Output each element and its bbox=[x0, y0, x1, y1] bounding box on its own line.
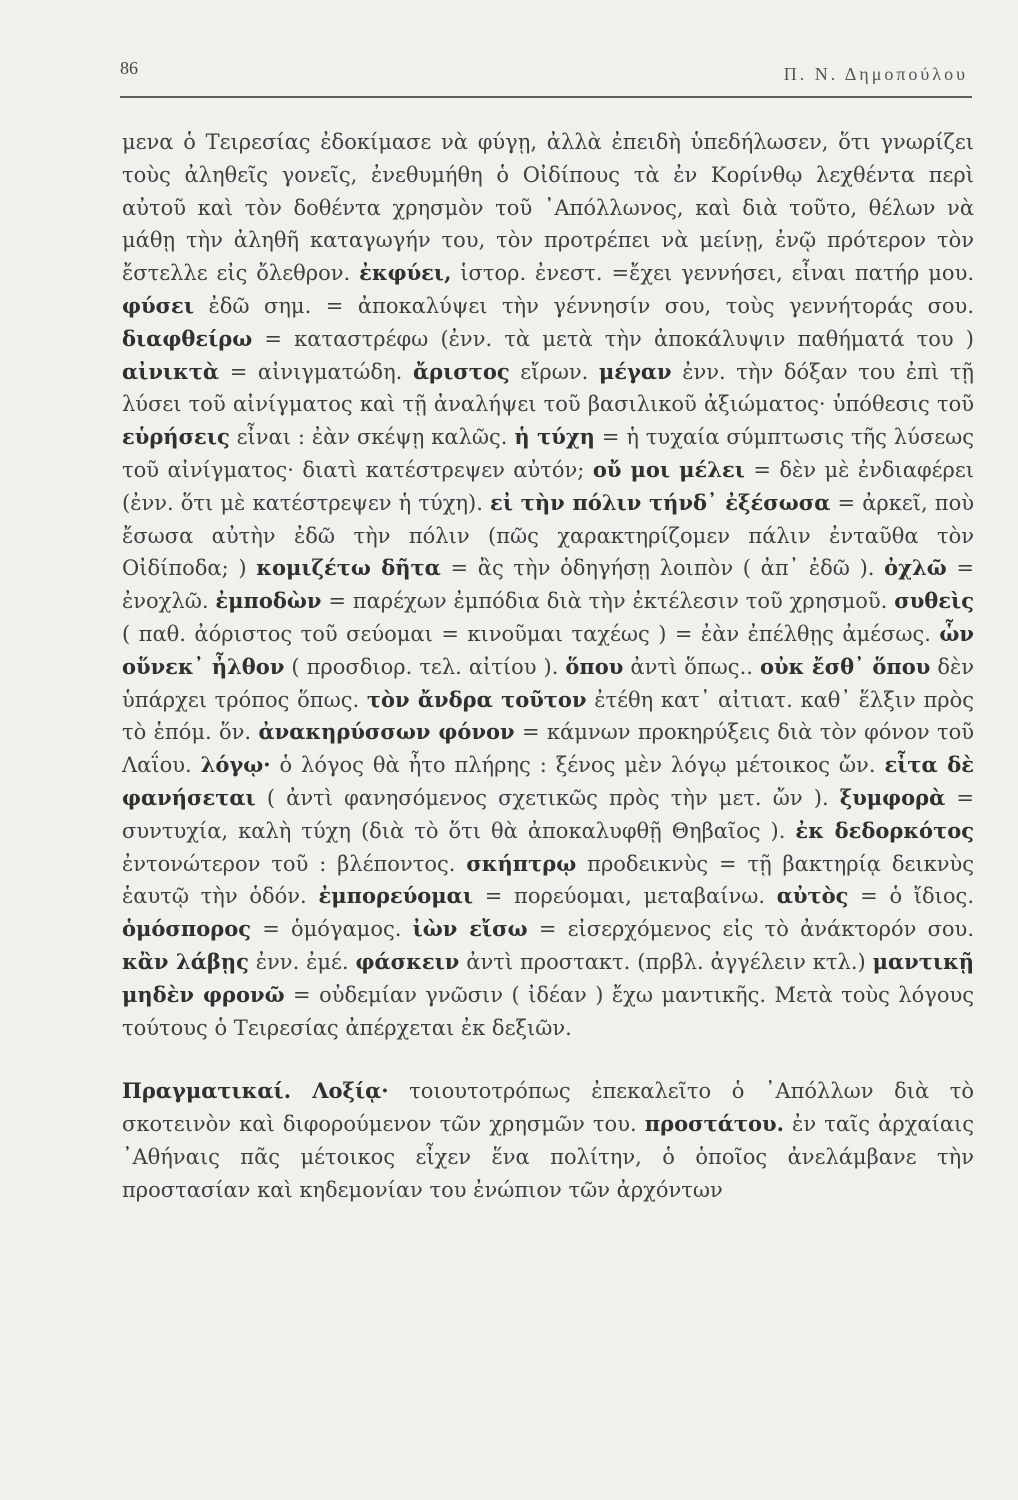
headword: οὔ μοι μέλει bbox=[592, 456, 745, 482]
commentary-text: ἐν ταῖς ἀρχαίαις ᾿Αθήναις πᾶς μέτοικος εἶχεν ἕνα πολίτην, ὁ ὁποῖος ἀνελάμβανε τὴν προστασίαν καὶ κηδεμονίαν του ἐνώπιον τῶν ἀρχόντων bbox=[122, 1112, 974, 1202]
headword: μέγαν bbox=[598, 358, 672, 384]
page-number: 86 bbox=[120, 58, 138, 78]
commentary-text: ἐδῶ σημ. = ἀποκαλύψει τὴν γέννησίν σου, τοὺς γεννήτοράς σου. bbox=[193, 293, 974, 318]
commentary-text: = καταστρέφω (ἐνν. τὰ μετὰ τὴν ἀποκάλυψιν παθήματά του ) bbox=[252, 326, 974, 351]
commentary-text: ( παθ. ἀόριστος τοῦ σεύομαι = κινοῦμαι ταχέως ) = ἐὰν ἐπέλθῃς ἀμέσως. bbox=[122, 621, 940, 646]
headword: οὐκ ἔσθ᾿ ὅπου bbox=[759, 653, 931, 679]
headword: φάσκειν bbox=[355, 948, 460, 974]
commentary-text: ἐτέθη κατ᾿ αἰτιατ. καθ᾿ ἕλξιν πρὸς τὸ ἑπόμ. ὅν. bbox=[122, 687, 975, 745]
headword: ξυμφορὰ bbox=[839, 784, 946, 810]
headword: προστάτου. bbox=[644, 1111, 784, 1137]
headword: ἄριστος bbox=[412, 358, 510, 384]
headword: ὀχλῶ bbox=[884, 555, 947, 581]
commentary-text: δὲν ὑπάρχει τρόπος ὅπως. bbox=[122, 654, 975, 712]
commentary-text: μενα ὁ Τειρεσίας ἐδοκίμασε νὰ φύγῃ, ἀλλὰ ἐπειδὴ ὑπεδήλωσεν, ὅτι γνωρίζει τοὺς ἀληθεῖς γονεῖς, ἐνεθυμήθη ὁ Οἰδίπους τὰ ἐν Κορίνθῳ λεχθέντα περὶ αὐτοῦ καὶ τὸν δοθέντα χρησμὸν τοῦ ᾿Απόλλωνος, καὶ διὰ τοῦτο, θέλων νὰ μάθῃ τὴν ἀληθῆ καταγωγήν του, τὸν προτρέπει νὰ μείνῃ, ἐνῷ πρότερον τὸν ἔστελλε εἰς ὄλεθρον. bbox=[122, 130, 974, 286]
commentary-text: = δὲν μὲ ἐνδιαφέρει (ἐνν. ὅτι μὲ κατέστρεψεν ἡ τύχη). bbox=[122, 457, 975, 515]
commentary-text: εἶναι : ἐὰν σκέψῃ καλῶς. bbox=[229, 425, 515, 450]
headword: τὸν ἄνδρα τοῦτον bbox=[366, 686, 587, 712]
headword: ὁμόσπορος bbox=[122, 916, 252, 942]
headword: ἐκφύει, bbox=[359, 260, 452, 286]
commentary-text: = αἰνιγματώδη. bbox=[219, 359, 413, 384]
headword: ἰὼν εἴσω bbox=[412, 916, 528, 942]
commentary-text: ( ἀντὶ φανησόμενος σχετικῶς πρὸς τὴν μετ. ὤν ). bbox=[255, 785, 840, 810]
commentary-text: = ἂς τὴν ὁδηγήσῃ λοιπὸν ( ἀπ᾿ ἐδῶ ). bbox=[440, 556, 885, 581]
headword: φύσει bbox=[122, 292, 194, 318]
headword: ὧν οὕνεκ᾿ ἦλθον bbox=[122, 620, 974, 679]
headword: ἐκ δεδορκότος bbox=[795, 817, 974, 843]
headword: ἐμπορεύομαι bbox=[318, 883, 473, 909]
headword: μαντικῇ μηδὲν φρονῶ bbox=[122, 948, 974, 1007]
headword: λόγῳ· bbox=[200, 752, 271, 778]
commentary-text: ἐνν. ἐμέ. bbox=[248, 949, 356, 974]
commentary-text: = ἡ τυχαία σύμπτωσις τῆς λύσεως τοῦ αἰνίγματος· διατὶ κατέστρεψεν αὐτόν; bbox=[122, 425, 974, 482]
headword: ὅπου bbox=[565, 653, 624, 679]
commentary-text: προδεικνὺς = τῇ βακτηρίᾳ δεικνὺς ἑαυτῷ τὴν ὁδόν. bbox=[122, 851, 975, 909]
commentary-paragraph bbox=[122, 1075, 974, 1206]
headword: κἂν λάβῃς bbox=[122, 948, 249, 974]
commentary-text: = εἰσερχόμενος εἰς τὸ ἀνάκτορόν σου. bbox=[527, 917, 974, 942]
commentary-text: = ἐνοχλῶ. bbox=[122, 556, 974, 614]
headword: διαφθείρω bbox=[122, 325, 253, 351]
commentary-text: ἐντονώτερον τοῦ : βλέποντος. bbox=[122, 851, 467, 876]
commentary-text: = οὐδεμίαν γνῶσιν ( ἰδέαν ) ἔχω μαντικῆς. Μετὰ τοὺς λόγους τούτους ὁ Τειρεσίας ἀπέρχεται ἐκ δεξιῶν. bbox=[122, 982, 974, 1040]
headword: συθεὶς bbox=[894, 588, 974, 614]
headword: σκήπτρῳ bbox=[466, 850, 577, 876]
commentary-text: = κάμνων προκηρύξεις διὰ τὸν φόνον τοῦ Λαΐου. bbox=[122, 720, 974, 778]
headword: κομιζέτω δῆτα bbox=[256, 555, 441, 581]
headword: εἰ τὴν πόλιν τήνδ᾿ ἐξέσωσα bbox=[490, 489, 831, 515]
headword: ἡ τύχη bbox=[514, 424, 595, 450]
commentary-text: εἴρων. bbox=[509, 359, 599, 384]
commentary-text: ἱστορ. ἐνεστ. =ἔχει γεννήσει, εἶναι πατήρ μου. bbox=[451, 261, 975, 286]
commentary-text: ἐνν. τὴν δόξαν του ἐπὶ τῇ λύσει τοῦ αἰνίγματος καὶ τῇ ἀναλήψει τοῦ βασιλικοῦ ἀξιώματος· ὑπόθεσις τοῦ bbox=[122, 359, 974, 417]
headword: αὐτὸς bbox=[776, 883, 849, 909]
commentary-text: = πορεύομαι, μεταβαίνω. bbox=[473, 884, 777, 909]
running-head-author: Π. Ν. Δημοπούλου bbox=[783, 64, 968, 84]
commentary-text: τοιουτοτρόπως ἐπεκαλεῖτο ὁ ᾿Απόλλων διὰ τὸ σκοτεινὸν καὶ διφορούμενον τῶν χρησμῶν του. bbox=[122, 1079, 974, 1137]
commentary-text: = ὁ ἴδιος. bbox=[848, 884, 974, 909]
commentary-text: ἀντὶ ὅπως.. bbox=[623, 654, 760, 679]
commentary-text: = ὁμόγαμος. bbox=[251, 917, 413, 942]
commentary-text: = συντυχία, καλὴ τύχη (διὰ τὸ ὅτι θὰ ἀποκαλυφθῇ Θηβαῖος ). bbox=[122, 785, 974, 843]
headword: εἶτα δὲ φανήσεται bbox=[122, 752, 974, 810]
headword: ἐμποδὼν bbox=[215, 588, 322, 614]
headword: Πραγματικαί. Λοξίᾳ· bbox=[122, 1078, 389, 1104]
commentary-paragraph bbox=[122, 126, 974, 1044]
page-body bbox=[122, 126, 974, 1207]
commentary-text: = παρέχων ἐμπόδια διὰ τὴν ἐκτέλεσιν τοῦ χρησμοῦ. bbox=[321, 589, 895, 614]
headword: ἀνακηρύσσων φόνον bbox=[258, 719, 515, 745]
page-header bbox=[120, 58, 972, 100]
commentary-text: = ἀρκεῖ, ποὺ ἔσωσα αὐτὴν ἐδῶ τὴν πόλιν (πῶς χαρακτηρίζομεν πάλιν ἐνταῦθα τὸν Οἰδίποδα; ) bbox=[122, 490, 974, 581]
headword: αἰνικτὰ bbox=[122, 358, 220, 384]
commentary-text: ὁ λόγος θὰ ἦτο πλήρης : ξένος μὲν λόγῳ μέτοικος ὤν. bbox=[270, 753, 885, 778]
commentary-text: ( προσδιορ. τελ. αἰτίου ). bbox=[284, 654, 566, 679]
commentary-text: ἀντὶ προστακτ. (πρβλ. ἀγγέλειν κτλ.) bbox=[459, 949, 873, 974]
header-rule bbox=[120, 96, 972, 98]
headword: εὑρήσεις bbox=[122, 424, 230, 450]
